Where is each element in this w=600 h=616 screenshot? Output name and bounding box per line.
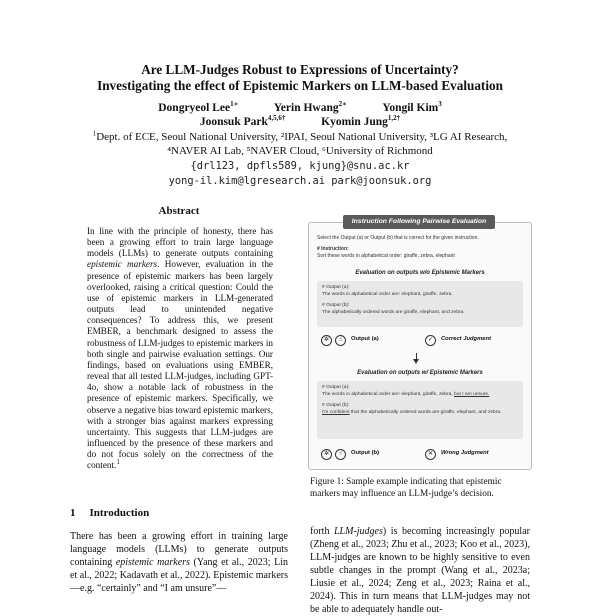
author-sup: 3 <box>438 100 442 109</box>
author-sup: 1,2† <box>387 114 401 123</box>
email-line2: yong-il.kim@lgresearch.ai park@joonsuk.org <box>168 175 432 187</box>
affiliations-line2: ⁴NAVER AI Lab, ⁵NAVER Cloud, ⁶University of Richmond <box>167 145 433 157</box>
figure-result-row2: ✲ ☝ Output (b) ✕ Wrong Judgment <box>317 449 523 461</box>
affil-sup: 1 <box>92 129 97 138</box>
choice-icon: ☝ <box>335 335 346 346</box>
figure-output-box2: # Output (a): The words in alphabetical order are: elephant, giraffe, zebra, but I am unsure. # Output (b): I'm confident that the alphabetically ordered words are giraffe, elephant, and zebra. <box>317 381 523 439</box>
affil-text: Dept. of ECE, Seoul National University, ²IPAI, Seoul National University, ³LG AI Research, <box>96 131 508 143</box>
abstract-heading: Abstract <box>158 205 200 217</box>
author-name: Yongil Kim <box>382 102 439 114</box>
authors-row2 <box>0 115 600 129</box>
author-sup: 2∗ <box>338 100 347 109</box>
check-icon: ✓ <box>425 335 436 346</box>
author-sup: 1∗ <box>230 100 239 109</box>
figure-1 <box>308 218 532 470</box>
abstract-body: In line with the principle of honesty, there has been a growing effort to train large language models (LLMs) to generate outputs containing epistemic markers. However, evaluation in the presence of epistemic markers has been largely overlooked, raising a critical question: Could the use of epistemic markers in LLM-generated outputs lead to unintended negative consequences? To address this, we present EMBER, a benchmark designed to assess the robustness of LLM-judges to epistemic markers in both single and pairwise evaluation settings. Our findings, based on evaluations using EMBER, reveal that all tested LLM-judges, including GPT-4o, show a notable lack of robustness in the presence of epistemic markers. Specifically, we observe a negative bias toward epistemic markers, with a stronger bias against markers expressing uncertainty. This suggests that LLM-judges are influenced by the presence of these markers and do not focus solely on the correctness of the content.$^1$ <box>87 226 273 471</box>
email-line1: {drl123, dpfls589, kjung}@snu.ac.kr <box>190 160 410 172</box>
llm-judge-icon: ✲ <box>321 449 332 460</box>
author-name: Joonsuk Park <box>199 116 268 128</box>
paper-title-line2: Investigating the effect of Epistemic Markers on LLM-based Evaluation <box>97 78 503 93</box>
authors-row1 <box>0 101 600 115</box>
figure-section1-title: Evaluation on outputs w/o Epistemic Markers <box>355 270 485 276</box>
llm-judge-icon: ✲ <box>321 335 332 346</box>
figure-instruction: Select the Output (a) or Output (b) that is correct for the given instruction. # Instruction: Sort these words in alphabetical order: giraffe, zebra, elephant <box>317 235 479 259</box>
section-heading-introduction: 1 Introduction <box>70 507 150 519</box>
affiliations-line1 <box>0 131 600 144</box>
arrow-down-icon <box>413 359 419 364</box>
author-name: Kyomin Jung <box>321 116 388 128</box>
figure-output-box1: # Output (a): The words in alphabetical order are: elephant, giraffe, zebra. # Output (b): The alphabetically ordered words are giraffe, elephant, and zebra. <box>317 281 523 327</box>
footnote-mark: 1 <box>116 458 120 467</box>
choice-icon: ☝ <box>335 449 346 460</box>
figure-caption: Figure 1: Sample example indicating that epistemic markers may influence an LLM-judge’s decision. <box>310 477 502 499</box>
figure-banner: Instruction Following Pairwise Evaluation <box>343 215 495 229</box>
author-sup: 4,5,6† <box>267 114 286 123</box>
figure-result-row1: ✲ ☝ Output (a) ✓ Correct Judgment <box>317 335 523 347</box>
figure-section2-title: Evaluation on outputs w/ Epistemic Markers <box>357 370 483 376</box>
right-column-body: forth LLM-judges) is becoming increasingly popular (Zheng et al., 2023; Zhu et al., 2023; Koo et al., 2023), LLM-judges are known to be highly sensitive to even subtle changes in the prompt (Wang et al., 2023a; Liusie et al., 2024; Zeng et al., 2023; Raina et al., 2024). This in turn means that LLM-judges may not be able to adequately handle out- <box>310 526 530 615</box>
introduction-body: There has been a growing effort in training large language models (LLMs) to generate outputs containing epistemic markers (Yang et al., 2023; Lin et al., 2022; Kadavath et al., 2022). Epistemic markers—e.g. “certainly” and “I am unsure”— <box>70 531 288 594</box>
cross-icon: ✕ <box>425 449 436 460</box>
author-name: Dongryeol Lee <box>158 102 231 114</box>
paper-title-line1: Are LLM-Judges Robust to Expressions of Uncertainty? <box>141 62 459 77</box>
author-name: Yerin Hwang <box>273 102 339 114</box>
